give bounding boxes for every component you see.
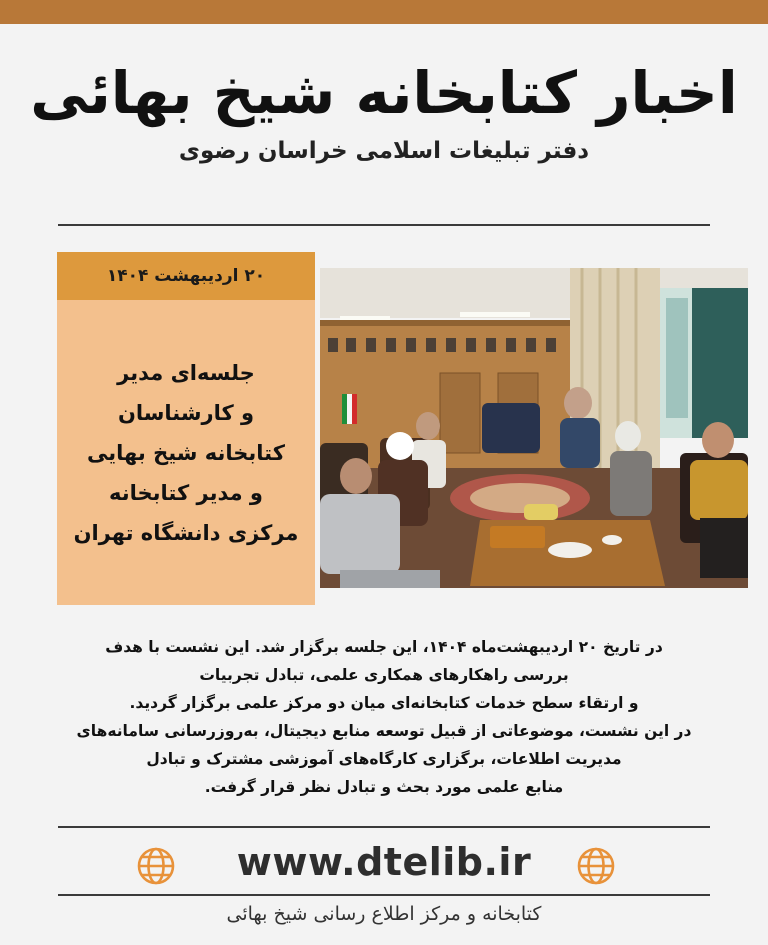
headline-line: مرکزی دانشگاه تهران (73, 520, 299, 545)
headline-panel (57, 300, 315, 605)
page-subtitle: دفتر تبلیغات اسلامی خراسان رضوی (178, 138, 590, 164)
body-line: بررسی راهکارهای همکاری علمی، تبادل تجربیات (199, 666, 569, 684)
footer-divider-bottom (58, 894, 710, 896)
headline-line: کتابخانه شیخ بهایی (87, 440, 285, 465)
body-line: منابع علمی مورد بحث و تبادل نظر قرار گرفت. (204, 778, 564, 796)
news-headline (67, 353, 305, 553)
headline-line: و کارشناسان (117, 400, 255, 425)
footer-website-row (0, 838, 768, 890)
headline-line: جلسه‌ای مدیر (117, 360, 255, 385)
header-divider (58, 224, 710, 226)
body-line: در این نشست، موضوعاتی از قبیل توسعه منابع دیجیتال، به‌روزرسانی سامانه‌های (76, 722, 692, 740)
page-title: اخبار کتابخانه شیخ بهائی (30, 59, 738, 127)
website-link[interactable]: www.dtelib.ir (236, 840, 532, 884)
organization-name: کتابخانه و مرکز اطلاع رسانی شیخ بهائی (226, 903, 542, 925)
news-body (20, 633, 748, 801)
body-line: مدیریت اطلاعات، برگزاری کارگاه‌های آموزشی مشترک و تبادل (146, 750, 622, 768)
news-date: ۲۰ اردیبهشت ۱۴۰۴ (57, 252, 315, 300)
footer-divider-top (58, 826, 710, 828)
headline-line: و مدیر کتابخانه (109, 480, 263, 505)
top-accent-bar (0, 0, 768, 24)
meeting-photo (320, 268, 748, 588)
globe-icon (576, 846, 616, 886)
body-line: و ارتقاء سطح خدمات کتابخانه‌ای میان دو مرکز علمی برگزار گردید. (129, 694, 639, 712)
body-line: در تاریخ ۲۰ اردیبهشت‌ماه ۱۴۰۴، این جلسه برگزار شد. این نشست با هدف (105, 638, 663, 656)
